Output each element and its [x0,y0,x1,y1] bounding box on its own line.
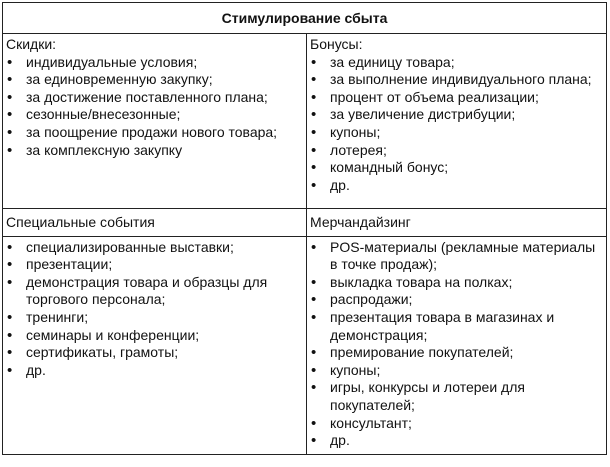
special-events-cell [3,236,307,454]
list-item: • купоны; [310,362,602,380]
special-events-heading: Специальные события [3,208,307,236]
list-item: • распродажи; [310,291,602,309]
list-item: • процент от объема реализации; [310,89,602,107]
list-item: • семинары и конференции; [6,327,302,345]
list-item: • специализированные выставки; [6,239,302,257]
list-item: • за единовременную закупку; [6,71,302,89]
list-item: • за единицу товара; [310,54,602,72]
list-item: • лотерея; [310,142,602,160]
list-item: • купоны; [310,124,602,142]
list-item: • демонстрация товара и образцы для торгового персонала; [6,274,302,309]
list-item: • др. [310,177,602,195]
list-item: • др. [310,432,602,450]
merchandising-list [310,239,602,450]
list-item: • презентации; [6,256,302,274]
list-item: • сертификаты, грамоты; [6,344,302,362]
list-item: • презентация товара в магазинах и демонстрация; [310,309,602,344]
list-item: • др. [6,362,302,380]
bonuses-cell [307,34,607,209]
merchandising-cell [307,236,607,454]
list-item: • игры, конкурсы и лотереи для покупателей; [310,379,602,414]
discounts-heading: Скидки: [6,36,57,52]
table-title: Стимулирование сбыта [3,3,607,34]
list-item: • сезонные/внесезонные; [6,106,302,124]
list-item: • за комплексную закупку [6,142,302,160]
merchandising-heading: Мерчандайзинг [307,208,607,236]
list-item: • за достижение поставленного плана; [6,89,302,107]
discounts-list [6,54,302,204]
bonuses-list [310,54,602,195]
list-item: • за увеличение дистрибуции; [310,106,602,124]
sales-promotion-table [2,2,607,455]
list-item: • POS-материалы (рекламные материалы в точке продаж); [310,239,602,274]
discounts-cell [3,34,307,209]
list-item: • премирование покупателей; [310,344,602,362]
list-item: • консультант; [310,415,602,433]
list-item: • за выполнение индивидуального плана; [310,71,602,89]
list-item: • тренинги; [6,309,302,327]
list-item: • за поощрение продажи нового товара; [6,124,302,142]
list-item: • индивидуальные условия; [6,54,302,72]
special-events-list [6,239,302,380]
bonuses-heading: Бонусы: [310,36,363,52]
list-item: • командный бонус; [310,159,602,177]
list-item: • выкладка товара на полках; [310,274,602,292]
